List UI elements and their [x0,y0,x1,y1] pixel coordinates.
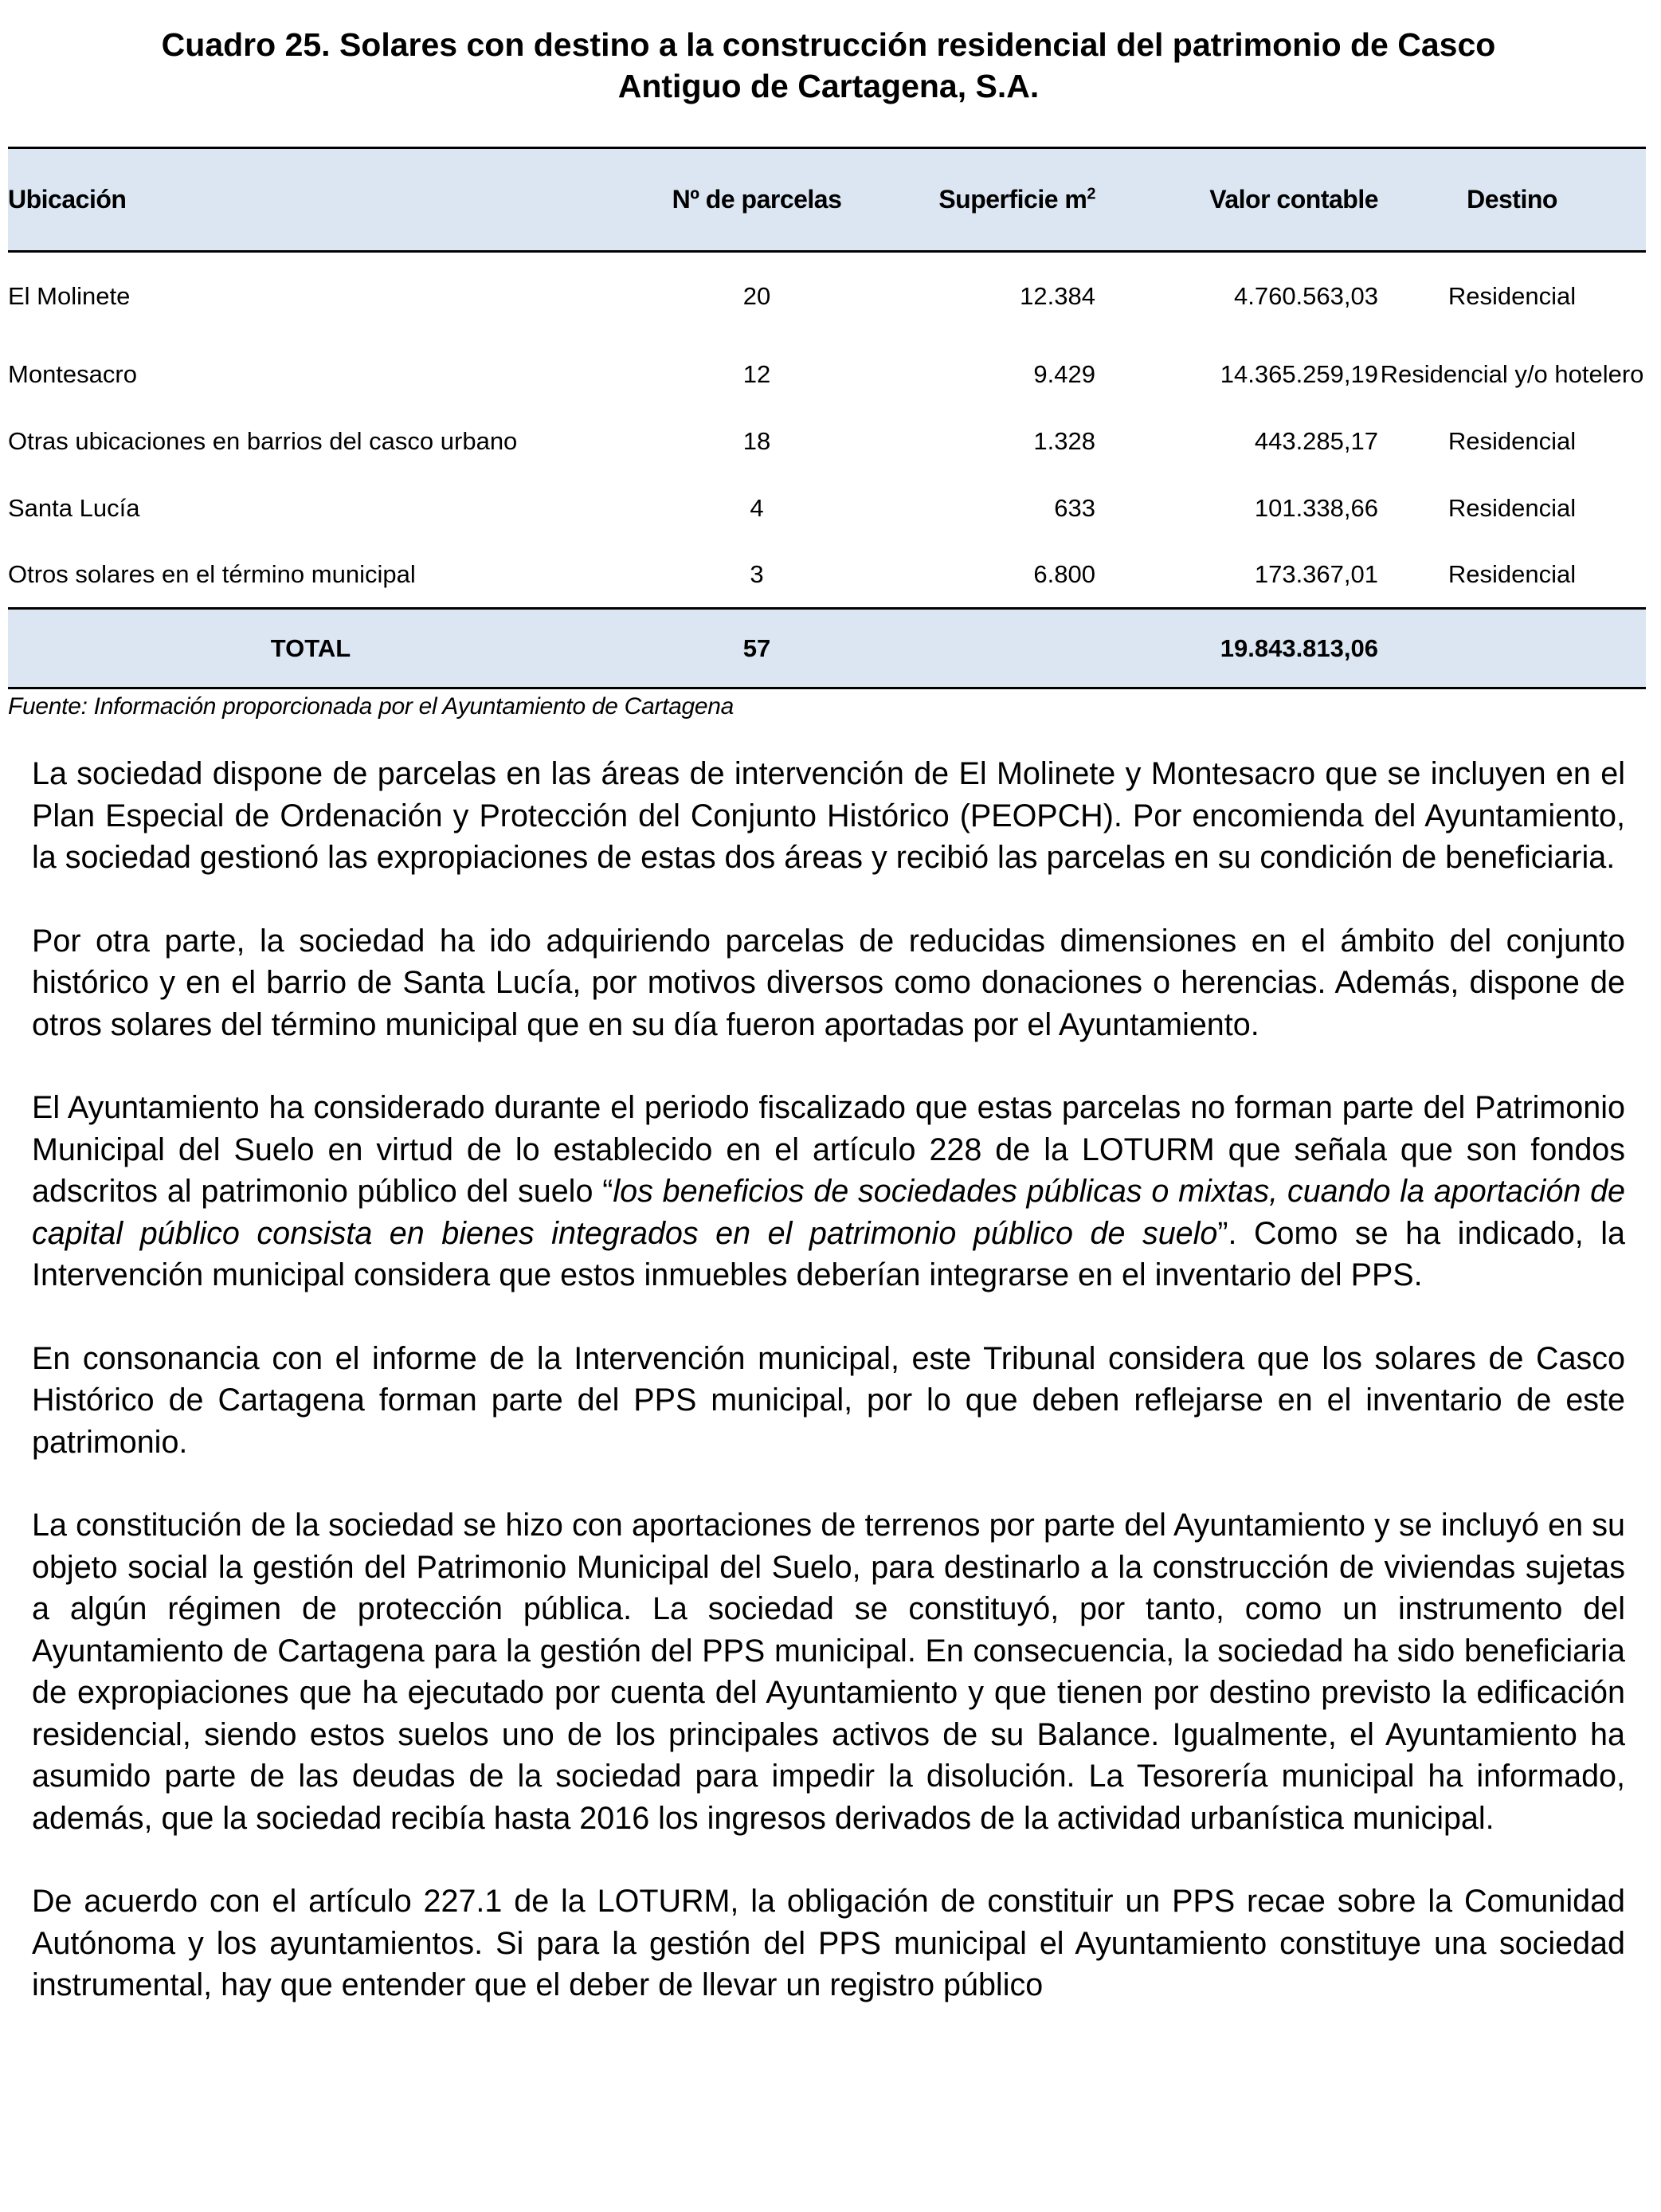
cell-parcelas: 20 [742,282,771,311]
header-superficie-text: Superficie m [938,185,1087,214]
caption-line-1: Cuadro 25. Solares con destino a la construcción residencial del patrimonio de Casco [161,26,1496,63]
cell-superficie: 1.328 [1033,426,1095,455]
table-header-row [8,148,1646,252]
table-row [8,341,1646,408]
paragraph-3 [32,1087,1625,1296]
cell-destino: Residencial y/o hotelero [1380,359,1644,388]
cell-ubicacion: Otras ubicaciones en barrios del casco urbano [8,426,518,455]
cell-valor: 4.760.563,03 [1233,282,1378,311]
paragraph-4: En consonancia con el informe de la Intervención municipal, este Tribunal considera que los solares de Casco Histórico de Cartagena forman parte del PPS municipal, por lo que deben reflejarse en el inventario de este patrimonio. [32,1340,1625,1460]
header-superficie-sup: 2 [1087,185,1095,203]
total-row [8,609,1646,688]
caption-line-2: Antiguo de Cartagena, S.A. [617,68,1040,104]
paragraph-3-quote: los beneficios de sociedades públicas o mixtas, cuando la aportación de capital público consista en bienes integrados en el patrimonio público de suelo [32,1174,1626,1251]
table-row [8,542,1646,609]
paragraph-2: Por otra parte, la sociedad ha ido adquiriendo parcelas de reducidas dimensiones en el ámbito del conjunto histórico y en el barrio de Santa Lucía, por motivos diversos como donaciones o herencias. Además, dispone de otros solares del término municipal que en su día fueron aportadas por el Ayuntamiento. [32,923,1625,1042]
table-row [8,252,1646,341]
cell-valor: 173.367,01 [1254,559,1378,588]
cell-destino: Residencial [1447,282,1577,311]
header-destino: Destino [1378,148,1646,252]
cell-parcelas: 3 [750,559,764,588]
cell-destino: Residencial [1447,426,1577,455]
paragraph-3-part-b: ”. Como se ha indicado, la Intervención municipal considera que estos inmuebles deberían integrarse en el inventario del PPS. [32,1215,1625,1292]
total-label: TOTAL [8,609,613,688]
paragraph-3-part-a: El Ayuntamiento ha considerado durante el periodo fiscalizado que estas parcelas no forman parte del Patrimonio Municipal del Suelo en virtud de lo establecido en el artículo 228 de la LOTURM que señala que son fondos adscritos al patrimonio público del suelo “ [32,1090,1625,1209]
body-text [32,753,1625,2006]
total-superficie [900,609,1095,688]
cell-valor: 14.365.259,19 [1220,359,1378,388]
header-ubicacion: Ubicación [8,148,613,252]
cell-ubicacion: Montesacro [8,359,137,388]
paragraph-6: De acuerdo con el artículo 227.1 de la LOTURM, la obligación de constituir un PPS recae sobre la Comunidad Autónoma y los ayuntamientos. Si para la gestión del PPS municipal el Ayuntamiento constituye una sociedad instrumental, hay que entender que el deber de llevar un registro público [32,1884,1625,2002]
cell-superficie: 633 [1054,493,1095,522]
cell-valor: 443.285,17 [1254,426,1378,455]
cell-parcelas: 12 [742,359,771,388]
table-row [8,475,1646,542]
table-caption [48,24,1609,107]
cell-valor: 101.338,66 [1254,493,1378,522]
total-destino [1378,609,1646,688]
cell-parcelas: 4 [750,493,764,522]
paragraph-5: La constitución de la sociedad se hizo con aportaciones de terrenos por parte del Ayuntamiento y se incluyó en su objeto social la gestión del Patrimonio Municipal del Suelo, para destinarlo a la construcción de viviendas sujetas a algún régimen de protección pública. La sociedad se constituyó, por tanto, como un instrumento del Ayuntamiento de Cartagena para la gestión del PPS municipal. En consecuencia, la sociedad ha sido beneficiaria de expropiaciones que ha ejecutado por cuenta del Ayuntamiento y que tienen por destino previsto la edificación residencial, siendo estos suelos uno de los principales activos de su Balance. Igualmente, el Ayuntamiento ha asumido parte de las deudas de la sociedad para impedir la disolución. La Tesorería municipal ha informado, además, que la sociedad recibía hasta 2016 los ingresos derivados de la actividad urbanística municipal. [32,1508,1625,1836]
header-parcelas: Nº de parcelas [613,148,900,252]
header-valor: Valor contable [1095,148,1378,252]
parcels-table [8,147,1646,689]
cell-superficie: 9.429 [1033,359,1095,388]
cell-destino: Residencial [1447,559,1577,588]
cell-ubicacion: Otros solares en el término municipal [8,559,416,588]
total-valor: 19.843.813,06 [1095,609,1378,688]
total-parcelas: 57 [613,609,900,688]
table-row [8,408,1646,475]
cell-superficie: 6.800 [1033,559,1095,588]
paragraph-1: La sociedad dispone de parcelas en las áreas de intervención de El Molinete y Montesacro que se incluyen en el Plan Especial de Ordenación y Protección del Conjunto Histórico (PEOPCH). Por encomienda del Ayuntamiento, la sociedad gestionó las expropiaciones de estas dos áreas y recibió las parcelas en su condición de beneficiaria. [32,756,1625,875]
cell-ubicacion: Santa Lucía [8,493,140,522]
table-source-note: Fuente: Información proporcionada por el Ayuntamiento de Cartagena [8,693,735,720]
header-superficie [900,148,1095,252]
cell-ubicacion: El Molinete [8,282,131,311]
cell-superficie: 12.384 [1020,282,1095,311]
cell-destino: Residencial [1447,493,1577,522]
cell-parcelas: 18 [742,426,771,455]
